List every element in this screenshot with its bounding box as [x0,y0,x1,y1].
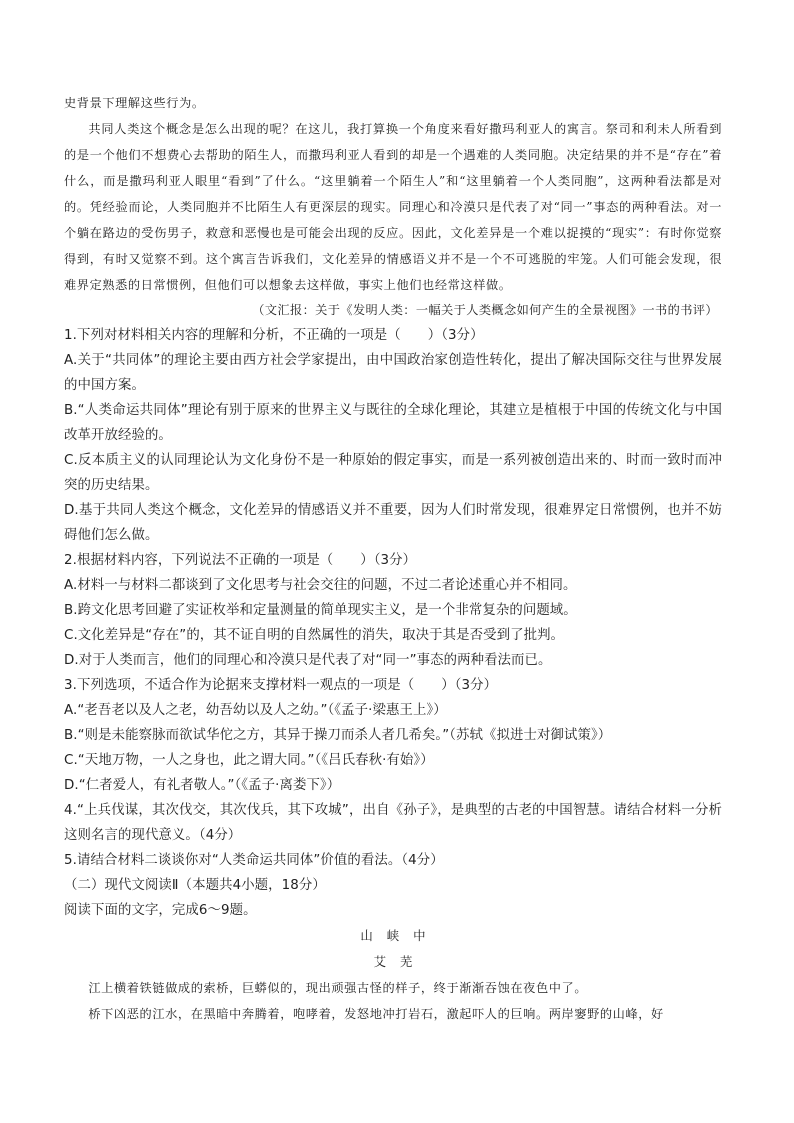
section-heading: （二）现代文阅读Ⅱ（本题共4小题，18分） [64,878,326,893]
question-1-option-d: D.基于共同人类这个概念，文化差异的情感语义并不重要，因为人们时常发现，很难界定日常惯例，也并不妨碍他们怎么做。 [64,503,722,543]
question-3-option-c: C.“天地万物，一人之身也，此之谓大同。”（《吕氏春秋·有始》） [64,753,434,768]
question-3-stem: 3.下列选项，不适合作为论据来支撑材料一观点的一项是（ ）（3分） [64,678,498,693]
question-1-option-c: C.反本质主义的认同理论认为文化身份不是一种原始的假定事实，而是一系列被创造出来的、时而一致时而冲突的历史结果。 [64,453,722,493]
question-2-option-c: C.文化差异是“存在”的，其不证自明的自然属性的消失，取决于其是否受到了批判。 [64,628,565,643]
story-author: 艾芜 [373,954,427,969]
question-2-stem: 2.根据材料内容，下列说法不正确的一项是（ ）（3分） [64,553,417,568]
story-title: 山峡中 [360,928,440,943]
section-instruction: 阅读下面的文字，完成6～9题。 [64,903,257,918]
question-1-option-a: A.关于“共同体”的理论主要由西方社会学家提出，由中国政治家创造性转化，提出了解决国际交往与世界发展的中国方案。 [64,353,722,393]
question-1-option-b: B.“人类命运共同体”理论有别于原来的世界主义与既往的全球化理论，其建立是植根于中国的传统文化与中国改革开放经验的。 [64,403,722,443]
story-paragraph: 江上横着铁链做成的索桥，巨蟒似的，现出顽强古怪的样子，终于渐渐吞蚀在夜色中了。 [88,981,588,995]
question-3-option-a: A.“老吾老以及人之老，幼吾幼以及人之幼。”（《孟子·梁惠王上》） [64,703,447,718]
question-2-option-a: A.材料一与材料二都谈到了文化思考与社会交往的问题，不过二者论述重心并不相同。 [64,578,577,593]
question-2-option-d: D.对于人类而言，他们的同理心和冷漠只是代表了对“同一”事态的两种看法而已。 [64,653,552,668]
continued-line: 史背景下理解这些行为。 [64,96,205,110]
source-citation: （文汇报：关于《发明人类：一幅关于人类概念如何产生的全景视图》一书的书评） [252,303,718,317]
question-4: 4.“上兵伐谋，其次伐交，其次伐兵，其下攻城”，出自《孙子》，是典型的古老的中国智慧。请结合材料一分析这则名言的现代意义。（4分） [64,803,722,843]
passage-paragraph: 共同人类这个概念是怎么出现的呢？在这儿，我打算换一个角度来看好撒玛利亚人的寓言。祭司和利未人所看到的是一个他们不想费心去帮助的陌生人，而撒玛利亚人看到的却是一个遇难的人类同胞。决定结果的并不是“存在”着什么，而是撒玛利亚人眼里“看到”了什么。“这里躺着一个陌生人”和“这里躺着一个人类同胞”，这两种看法都是对的。凭经验而论，人类同胞并不比陌生人有更深层的现实。同理心和冷漠只是代表了对“同一”事态的两种看法。对一个躺在路边的受伤男子，救意和恶慢也是可能会出现的反应。因此，文化差异是一个难以捉摸的“现实”：有时你觉察得到，有时又觉察不到。这个寓言告诉我们，文化差异的情感语义并不是一个不可逃脱的牢笼。人们可能会发现，很难界定熟悉的日常惯例，但他们可以想象去这样做，事实上他们也经常这样做。 [64,122,722,292]
question-5: 5.请结合材料二谈谈你对“人类命运共同体”价值的看法。（4分） [64,853,444,868]
question-2-option-b: B.跨文化思考回避了实证枚举和定量测量的简单现实主义，是一个非常复杂的问题域。 [64,603,577,618]
question-3-option-d: D.“仁者爱人，有礼者敬人。”（《孟子·离娄下》） [64,778,341,793]
story-paragraph: 桥下凶恶的江水，在黑暗中奔腾着，咆哮着，发怒地冲打岩石，激起吓人的巨响。两岸窭野的山峰，好 [88,1007,664,1021]
question-1-stem: 1.下列对材料相关内容的理解和分析，不正确的一项是（ ）（3分） [64,328,484,343]
question-3-option-b: B.“则是未能察脉而欲试华佗之方，其异于操刀而杀人者几希矣。”（苏轼《拟进士对御试策》） [64,728,612,743]
